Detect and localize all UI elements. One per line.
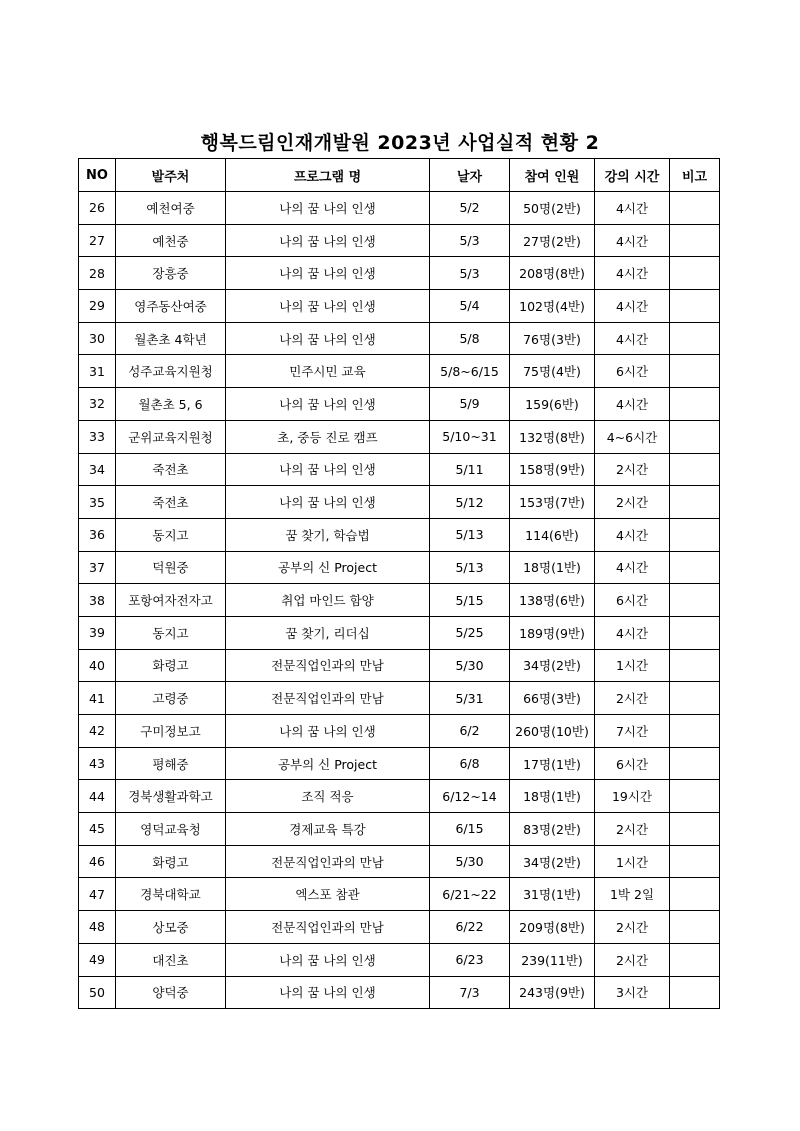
cell-client: 경북생활과학고: [116, 780, 226, 813]
cell-note: [670, 911, 720, 944]
cell-date: 6/15: [430, 813, 510, 846]
cell-program: 전문직업인과의 만남: [226, 845, 430, 878]
table-row: [79, 551, 720, 584]
cell-program: 꿈 찾기, 리더십: [226, 616, 430, 649]
table-row: [79, 388, 720, 421]
cell-participants: 34명(2반): [510, 845, 595, 878]
cell-note: [670, 780, 720, 813]
cell-participants: 243명(9반): [510, 976, 595, 1009]
cell-program: 조직 적응: [226, 780, 430, 813]
cell-client: 덕원중: [116, 551, 226, 584]
cell-participants: 153명(7반): [510, 486, 595, 519]
cell-participants: 83명(2반): [510, 813, 595, 846]
cell-date: 5/8~6/15: [430, 355, 510, 388]
cell-client: 장흥중: [116, 257, 226, 290]
cell-client: 성주교육지원청: [116, 355, 226, 388]
cell-client: 월촌초 4학년: [116, 322, 226, 355]
cell-date: 6/22: [430, 911, 510, 944]
cell-no: 43: [79, 747, 116, 780]
cell-hours: 2시간: [595, 911, 670, 944]
cell-no: 28: [79, 257, 116, 290]
cell-hours: 3시간: [595, 976, 670, 1009]
cell-program: 나의 꿈 나의 인생: [226, 388, 430, 421]
cell-note: [670, 290, 720, 323]
cell-client: 평해중: [116, 747, 226, 780]
cell-client: 예천중: [116, 224, 226, 257]
cell-hours: 4시간: [595, 290, 670, 323]
cell-participants: 189명(9반): [510, 616, 595, 649]
table-row: [79, 322, 720, 355]
cell-no: 33: [79, 420, 116, 453]
table-row: [79, 911, 720, 944]
cell-note: [670, 845, 720, 878]
cell-date: 5/3: [430, 224, 510, 257]
table-row: [79, 845, 720, 878]
cell-hours: 2시간: [595, 486, 670, 519]
cell-date: 5/30: [430, 845, 510, 878]
cell-client: 동지고: [116, 616, 226, 649]
cell-no: 44: [79, 780, 116, 813]
cell-note: [670, 518, 720, 551]
cell-note: [670, 355, 720, 388]
cell-hours: 4시간: [595, 322, 670, 355]
cell-note: [670, 322, 720, 355]
cell-hours: 2시간: [595, 682, 670, 715]
cell-participants: 75명(4반): [510, 355, 595, 388]
cell-hours: 1시간: [595, 845, 670, 878]
cell-program: 나의 꿈 나의 인생: [226, 224, 430, 257]
cell-hours: 1시간: [595, 649, 670, 682]
cell-no: 47: [79, 878, 116, 911]
cell-note: [670, 813, 720, 846]
cell-no: 38: [79, 584, 116, 617]
cell-date: 5/11: [430, 453, 510, 486]
cell-participants: 27명(2반): [510, 224, 595, 257]
cell-program: 나의 꿈 나의 인생: [226, 453, 430, 486]
cell-no: 37: [79, 551, 116, 584]
cell-program: 나의 꿈 나의 인생: [226, 715, 430, 748]
table-row: [79, 224, 720, 257]
cell-participants: 114(6반): [510, 518, 595, 551]
cell-program: 전문직업인과의 만남: [226, 682, 430, 715]
cell-date: 6/21~22: [430, 878, 510, 911]
cell-hours: 4시간: [595, 224, 670, 257]
cell-date: 5/30: [430, 649, 510, 682]
cell-date: 5/13: [430, 551, 510, 584]
cell-date: 7/3: [430, 976, 510, 1009]
cell-date: 5/25: [430, 616, 510, 649]
table-row: [79, 715, 720, 748]
cell-participants: 132명(8반): [510, 420, 595, 453]
cell-program: 나의 꿈 나의 인생: [226, 486, 430, 519]
cell-program: 나의 꿈 나의 인생: [226, 322, 430, 355]
cell-note: [670, 420, 720, 453]
cell-client: 대진초: [116, 943, 226, 976]
cell-client: 상모중: [116, 911, 226, 944]
cell-note: [670, 453, 720, 486]
cell-date: 5/10~31: [430, 420, 510, 453]
cell-client: 예천여중: [116, 192, 226, 225]
cell-program: 경제교육 특강: [226, 813, 430, 846]
cell-date: 5/31: [430, 682, 510, 715]
cell-date: 5/8: [430, 322, 510, 355]
table-row: [79, 420, 720, 453]
cell-note: [670, 224, 720, 257]
table-header-row: [79, 159, 720, 192]
header-no: NO: [79, 159, 116, 192]
cell-participants: 18명(1반): [510, 780, 595, 813]
cell-hours: 4시간: [595, 192, 670, 225]
cell-date: 5/9: [430, 388, 510, 421]
cell-participants: 66명(3반): [510, 682, 595, 715]
cell-date: 5/4: [430, 290, 510, 323]
cell-note: [670, 584, 720, 617]
cell-date: 5/2: [430, 192, 510, 225]
table-body: [79, 192, 720, 1009]
table-row: [79, 649, 720, 682]
cell-program: 전문직업인과의 만남: [226, 911, 430, 944]
table-row: [79, 584, 720, 617]
cell-program: 취업 마인드 함양: [226, 584, 430, 617]
table-row: [79, 976, 720, 1009]
cell-hours: 19시간: [595, 780, 670, 813]
cell-note: [670, 715, 720, 748]
cell-program: 민주시민 교육: [226, 355, 430, 388]
cell-no: 48: [79, 911, 116, 944]
cell-no: 50: [79, 976, 116, 1009]
cell-note: [670, 649, 720, 682]
cell-participants: 138명(6반): [510, 584, 595, 617]
cell-client: 영주동산여중: [116, 290, 226, 323]
cell-date: 5/13: [430, 518, 510, 551]
cell-note: [670, 486, 720, 519]
table-row: [79, 518, 720, 551]
table-row: [79, 257, 720, 290]
table-row: [79, 290, 720, 323]
cell-date: 6/23: [430, 943, 510, 976]
cell-note: [670, 388, 720, 421]
cell-hours: 4시간: [595, 616, 670, 649]
cell-note: [670, 682, 720, 715]
cell-note: [670, 551, 720, 584]
cell-hours: 4시간: [595, 257, 670, 290]
table-row: [79, 943, 720, 976]
cell-program: 전문직업인과의 만남: [226, 649, 430, 682]
cell-hours: 4시간: [595, 551, 670, 584]
cell-note: [670, 257, 720, 290]
cell-program: 나의 꿈 나의 인생: [226, 943, 430, 976]
cell-participants: 18명(1반): [510, 551, 595, 584]
cell-participants: 260명(10반): [510, 715, 595, 748]
cell-client: 화령고: [116, 845, 226, 878]
cell-hours: 6시간: [595, 747, 670, 780]
cell-program: 공부의 신 Project: [226, 551, 430, 584]
cell-client: 경북대학교: [116, 878, 226, 911]
cell-program: 나의 꿈 나의 인생: [226, 257, 430, 290]
cell-date: 5/12: [430, 486, 510, 519]
cell-participants: 50명(2반): [510, 192, 595, 225]
cell-hours: 7시간: [595, 715, 670, 748]
cell-client: 군위교육지원청: [116, 420, 226, 453]
cell-note: [670, 976, 720, 1009]
cell-program: 나의 꿈 나의 인생: [226, 976, 430, 1009]
cell-hours: 1박 2일: [595, 878, 670, 911]
cell-no: 31: [79, 355, 116, 388]
table-row: [79, 486, 720, 519]
cell-no: 35: [79, 486, 116, 519]
cell-program: 엑스포 참관: [226, 878, 430, 911]
cell-participants: 208명(8반): [510, 257, 595, 290]
cell-program: 꿈 찾기, 학습법: [226, 518, 430, 551]
cell-participants: 209명(8반): [510, 911, 595, 944]
cell-hours: 2시간: [595, 813, 670, 846]
cell-no: 42: [79, 715, 116, 748]
cell-program: 나의 꿈 나의 인생: [226, 192, 430, 225]
cell-note: [670, 192, 720, 225]
cell-client: 양덕중: [116, 976, 226, 1009]
header-note: 비고: [670, 159, 720, 192]
cell-no: 41: [79, 682, 116, 715]
cell-client: 월촌초 5, 6: [116, 388, 226, 421]
table-row: [79, 453, 720, 486]
cell-client: 고령중: [116, 682, 226, 715]
cell-note: [670, 616, 720, 649]
header-date: 날자: [430, 159, 510, 192]
cell-participants: 76명(3반): [510, 322, 595, 355]
performance-table: [78, 158, 720, 1009]
header-program: 프로그램 명: [226, 159, 430, 192]
cell-client: 화령고: [116, 649, 226, 682]
cell-hours: 6시간: [595, 584, 670, 617]
document-title: 행복드림인재개발원 2023년 사업실적 현황 2: [200, 132, 600, 154]
cell-no: 46: [79, 845, 116, 878]
cell-note: [670, 747, 720, 780]
cell-client: 죽전초: [116, 453, 226, 486]
table-row: [79, 355, 720, 388]
table-row: [79, 780, 720, 813]
cell-no: 30: [79, 322, 116, 355]
cell-date: 6/2: [430, 715, 510, 748]
cell-program: 나의 꿈 나의 인생: [226, 290, 430, 323]
cell-hours: 2시간: [595, 453, 670, 486]
table-row: [79, 192, 720, 225]
cell-hours: 4~6시간: [595, 420, 670, 453]
cell-client: 구미정보고: [116, 715, 226, 748]
cell-program: 공부의 신 Project: [226, 747, 430, 780]
cell-participants: 102명(4반): [510, 290, 595, 323]
cell-participants: 158명(9반): [510, 453, 595, 486]
cell-no: 29: [79, 290, 116, 323]
cell-no: 34: [79, 453, 116, 486]
header-hours: 강의 시간: [595, 159, 670, 192]
cell-participants: 159(6반): [510, 388, 595, 421]
cell-participants: 34명(2반): [510, 649, 595, 682]
table-row: [79, 682, 720, 715]
cell-no: 32: [79, 388, 116, 421]
cell-no: 40: [79, 649, 116, 682]
cell-date: 6/12~14: [430, 780, 510, 813]
header-participants: 참여 인원: [510, 159, 595, 192]
table-row: [79, 813, 720, 846]
cell-no: 26: [79, 192, 116, 225]
cell-program: 초, 중등 진로 캠프: [226, 420, 430, 453]
cell-client: 동지고: [116, 518, 226, 551]
cell-no: 49: [79, 943, 116, 976]
cell-note: [670, 878, 720, 911]
table-row: [79, 616, 720, 649]
cell-client: 포항여자전자고: [116, 584, 226, 617]
header-client: 발주처: [116, 159, 226, 192]
cell-hours: 6시간: [595, 355, 670, 388]
cell-client: 죽전초: [116, 486, 226, 519]
cell-participants: 17명(1반): [510, 747, 595, 780]
cell-participants: 239(11반): [510, 943, 595, 976]
cell-hours: 2시간: [595, 943, 670, 976]
table-row: [79, 878, 720, 911]
cell-no: 39: [79, 616, 116, 649]
cell-no: 36: [79, 518, 116, 551]
cell-client: 영덕교육청: [116, 813, 226, 846]
cell-date: 5/15: [430, 584, 510, 617]
cell-no: 45: [79, 813, 116, 846]
cell-date: 5/3: [430, 257, 510, 290]
cell-note: [670, 943, 720, 976]
table-row: [79, 747, 720, 780]
cell-hours: 4시간: [595, 388, 670, 421]
cell-hours: 4시간: [595, 518, 670, 551]
cell-participants: 31명(1반): [510, 878, 595, 911]
cell-no: 27: [79, 224, 116, 257]
cell-date: 6/8: [430, 747, 510, 780]
